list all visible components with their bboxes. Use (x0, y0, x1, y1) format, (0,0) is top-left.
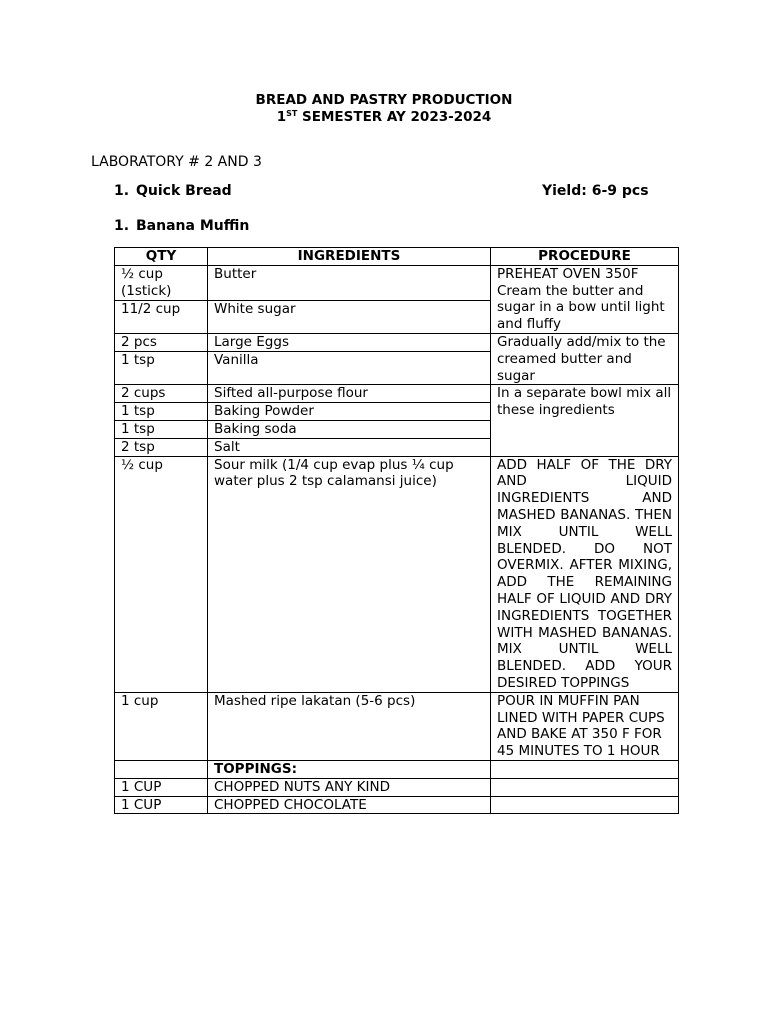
procedure-cell (491, 760, 679, 778)
lab-heading: LABORATORY # 2 AND 3 (91, 154, 262, 170)
ingredient-cell: CHOPPED NUTS ANY KIND (208, 778, 491, 796)
ingredient-cell: Vanilla (208, 352, 491, 385)
section-number: 1. (114, 183, 130, 199)
table-row (115, 333, 679, 351)
qty-cell: 1 CUP (115, 778, 208, 796)
ingredient-cell: Mashed ripe lakatan (5-6 pcs) (208, 692, 491, 760)
semester-text: SEMESTER AY 2023-2024 (302, 109, 492, 125)
qty-cell: 2 cups (115, 385, 208, 403)
qty-cell: 11/2 cup (115, 300, 208, 333)
table-row (115, 456, 679, 692)
table-row (115, 778, 679, 796)
semester-ordinal: ST (286, 109, 298, 118)
table-row (115, 796, 679, 814)
ingredient-cell: Salt (208, 438, 491, 456)
qty-cell: 2 tsp (115, 438, 208, 456)
ingredient-cell: Sour milk (1/4 cup evap plus ¼ cup water plus 2 tsp calamansi juice) (208, 456, 491, 692)
ingredient-cell: CHOPPED CHOCOLATE (208, 796, 491, 814)
qty-cell: 1 tsp (115, 403, 208, 421)
procedure-cell: In a separate bowl mix all these ingredients (491, 385, 679, 456)
table-row (115, 760, 679, 778)
procedure-cell: ADD HALF OF THE DRY AND LIQUID INGREDIENTS AND MASHED BANANAS. THEN MIX UNTIL WELL BLENDED. DO NOT OVERMIX. AFTER MIXING, ADD THE REMAINING HALF OF LIQUID AND DRY INGREDIENTS TOGETHER WITH MASHED BANANAS. MIX UNTIL WELL BLENDED. ADD YOUR DESIRED TOPPINGS (491, 456, 679, 692)
procedure-header: PROCEDURE (491, 248, 679, 266)
ingredient-cell: Baking Powder (208, 403, 491, 421)
procedure-cell: PREHEAT OVEN 350F Cream the butter and sugar in a bow until light and fluffy (491, 265, 679, 333)
table-row (115, 692, 679, 760)
section-title: Quick Bread (136, 183, 232, 199)
procedure-cell (491, 796, 679, 814)
toppings-label: TOPPINGS: (208, 760, 491, 778)
ingredients-header: INGREDIENTS (208, 248, 491, 266)
ingredient-cell: Baking soda (208, 420, 491, 438)
recipe-table (114, 247, 679, 814)
qty-cell (115, 760, 208, 778)
table-header-row (115, 248, 679, 266)
qty-cell: ½ cup (115, 456, 208, 692)
qty-cell: 2 pcs (115, 333, 208, 351)
yield-label: Yield: 6-9 pcs (542, 183, 649, 199)
ingredient-cell: Sifted all-purpose flour (208, 385, 491, 403)
ingredient-cell: White sugar (208, 300, 491, 333)
procedure-cell (491, 778, 679, 796)
document-title: BREAD AND PASTRY PRODUCTION (255, 92, 513, 108)
semester-line (0, 109, 768, 125)
procedure-cell: Gradually add/mix to the creamed butter and sugar (491, 333, 679, 384)
qty-cell: ½ cup (1stick) (115, 265, 208, 300)
ingredient-cell: Large Eggs (208, 333, 491, 351)
table-row (115, 385, 679, 403)
table-row (115, 265, 679, 300)
recipe-number: 1. (114, 218, 130, 234)
qty-cell: 1 tsp (115, 352, 208, 385)
recipe-title: Banana Muffin (136, 218, 250, 234)
semester-number: 1 (276, 109, 287, 125)
qty-cell: 1 cup (115, 692, 208, 760)
procedure-cell: POUR IN MUFFIN PAN LINED WITH PAPER CUPS AND BAKE AT 350 F FOR 45 MINUTES TO 1 HOUR (491, 692, 679, 760)
qty-header: QTY (115, 248, 208, 266)
qty-cell: 1 tsp (115, 420, 208, 438)
qty-cell: 1 CUP (115, 796, 208, 814)
ingredient-cell: Butter (208, 265, 491, 300)
